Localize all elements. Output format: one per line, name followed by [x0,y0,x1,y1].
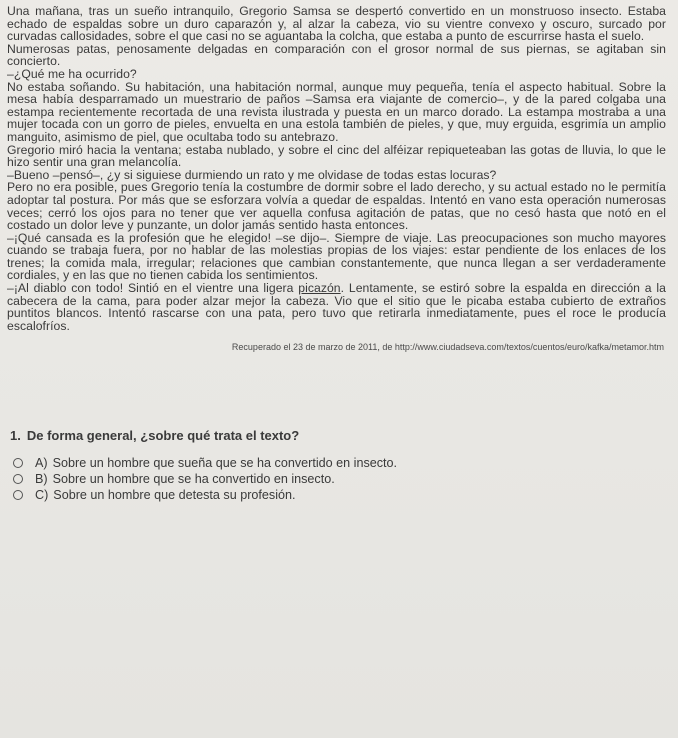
paragraph-1: Una mañana, tras un sueño intranquilo, Gregorio Samsa se despertó convertido en un monstruoso insecto. Estaba echado de espaldas sobre un duro caparazón y, al alzar la cabeza, vio su vientre convexo y oscuro, surcado por curvadas callosidades, sobre el que casi no se aguantaba la colcha, que estaba a punto de escurrirse hasta el suelo. [7,4,666,44]
option-text: Sobre un hombre que detesta su profesión. [53,488,296,503]
paragraph-2: Numerosas patas, penosamente delgadas en comparación con el grosor normal de sus piernas, se agitaban sin concierto. [7,41,666,69]
reading-passage [7,5,666,332]
option-letter: B) [35,472,48,487]
paragraph-3: –¿Qué me ha ocurrido? [7,66,137,81]
question-1 [7,428,666,444]
paragraph-9-end: . Lentamente, se estiró sobre la espalda en dirección a la cabecera de la cama, para poder alzar mejor la cabeza. Vio que el sitio que le picaba estaba cubierto de extraños puntitos blancos. Intentó rascarse con una pata, pero tuvo que retirarla inmediatamente, pues el roce le producía escalofríos. [7,281,666,333]
question-text: De forma general, ¿sobre qué trata el texto? [26,428,300,444]
option-b[interactable] [13,472,666,486]
paragraph-7: Pero no era posible, pues Gregorio tenía la costumbre de dormir sobre el lado derecho, y su actual estado no le permitía adoptar tal postura. Por más que se esforzara volvía a quedar de espaldas. Intentó en vano esta operación numerosas veces; cerró los ojos para no tener que ver aquella confusa agitación de patas, que no cesó hasta que notó en el costado un dolor leve y punzante, un dolor jamás sentido hasta entonces. [7,180,666,233]
option-c[interactable] [13,488,666,502]
paragraph-5: Gregorio miró hacia la ventana; estaba nublado, y sobre el cinc del alféizar repiqueteaban las gotas de lluvia, lo que le hizo sentir una gran melancolía. [7,142,666,170]
paragraph-4: No estaba soñando. Su habitación, una habitación normal, aunque muy pequeña, tenía el aspecto habitual. Sobre la mesa había desparramado un muestrario de paños –Samsa era viajante de comercio–, y de la pared colgaba una estampa recientemente recortada de una revista ilustrada y puesta en un marco dorado. La estampa mostraba a una mujer tocada con un gorro de pieles, envuelta en una estola también de pieles, y que, muy erguida, esgrimía un amplio manguito, asimismo de piel, que ocultaba todo su antebrazo. [7,79,666,144]
answer-options [7,456,666,502]
option-text: Sobre un hombre que se ha convertido en insecto. [52,472,335,487]
option-text: Sobre un hombre que sueña que se ha convertido en insecto. [52,456,398,471]
highlighted-word: picazón [298,281,341,296]
radio-circle-icon[interactable] [13,474,23,484]
paragraph-6: –Bueno –pensó–, ¿y si siguiese durmiendo un rato y me olvidase de todas estas locuras? [7,167,497,182]
option-letter: C) [35,488,49,503]
radio-circle-icon[interactable] [13,490,23,500]
option-a[interactable] [13,456,666,470]
option-letter: A) [35,456,48,471]
radio-circle-icon[interactable] [13,458,23,468]
paragraph-8: –¡Qué cansada es la profesión que he elegido! –se dijo–. Siempre de viaje. Las preocupaciones son mucho mayores cuando se trabaja fuera, por no hablar de las molestias propias de los viajes: estar pendiente de los enlaces de los trenes; la comida mala, irregular; relaciones que cambian constantemente, que nunca llegan a ser verdaderamente cordiales, y en las que no tienen cabida los sentimientos. [7,230,666,283]
paragraph-9 [7,282,666,332]
source-citation: Recuperado el 23 de marzo de 2011, de http://www.ciudadseva.com/textos/cuentos/euro/kafka/metamor.htm [231,342,664,353]
paragraph-9-start: –¡Al diablo con todo! Sintió en el vientre una ligera [7,281,299,296]
question-number: 1. [10,428,21,444]
